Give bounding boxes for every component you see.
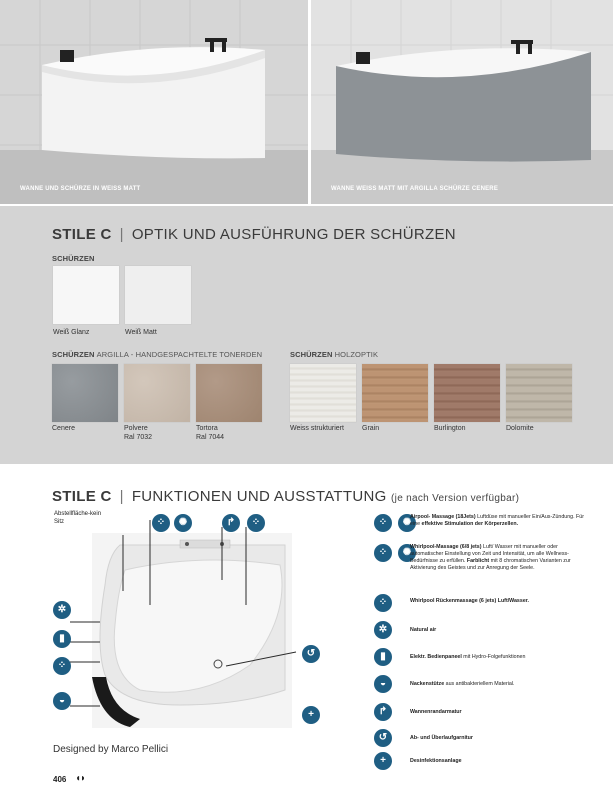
swatch-label-tortora: Tortora [196, 425, 218, 432]
page-number: 406 [53, 775, 67, 784]
photo-white-tub [0, 0, 308, 204]
swatch-label-burlington: Burlington [434, 425, 466, 432]
section1-title: STILE C | OPTIK UND AUSFÜHRUNG DER SCHÜRZEN [52, 226, 456, 243]
photo-cenere-tub [311, 0, 613, 204]
faucet-icon: ↱ [222, 514, 240, 532]
air-jets-icon: ⁘ [53, 657, 71, 675]
swatch-burlington [434, 364, 500, 422]
swatch-label-dolomite: Dolomite [506, 425, 534, 432]
swatch-label-weiss-strukturiert: Weiss strukturiert [290, 425, 344, 432]
diagram-label-abstellflaeche: Abstellfläche-kein Sitz [54, 511, 102, 525]
cenere-tub-illustration [311, 0, 613, 204]
swatch-label-cenere: Cenere [52, 425, 75, 432]
swatch-label-grain: Grain [362, 425, 380, 432]
holzoptik-label: SCHÜRZEN HOLZOPTIK [290, 350, 379, 359]
natural-air-icon: ✲ [374, 621, 392, 639]
feature-overflow-text: Ab- und Überlaufgarnitur [410, 735, 473, 741]
tub-diagram [0, 505, 340, 740]
swatch-weiss-matt [125, 266, 191, 324]
designer-credit: Designed by Marco Pellici [53, 744, 169, 755]
airpool-icon: ⁘ [152, 514, 170, 532]
whirlpool-icon: ✺ [174, 514, 192, 532]
feature-disinfection-text: Desinfektionsanlage [410, 758, 462, 764]
schuerzen-label: SCHÜRZEN [52, 254, 95, 263]
faucet-icon: ↱ [374, 703, 392, 721]
brand-logo-mark: ◖◗ [75, 773, 86, 784]
whirlpool-icon: ✺ [398, 514, 416, 532]
headrest-icon: ◒ [53, 692, 71, 710]
back-massage-icon: ⁘ [247, 514, 265, 532]
argilla-label: SCHÜRZEN ARGILLA - HANDGESPACHTELTE TONERDEN [52, 350, 263, 359]
feature-airpool-text: Airpool- Massage (18Jets) Luftdüse mit manueller Ein/Aus-Zündung. Für eine effektive Stimulation der Körperzellen. [410, 514, 585, 527]
swatch-dolomite [506, 364, 572, 422]
feature-control-panel-text: Elektr. Bedienpaneel mit Hydro-Folgefunktionen [410, 654, 526, 660]
disinfection-icon: + [374, 752, 392, 770]
feature-faucet-text: Wannenrandarmatur [410, 709, 462, 715]
swatch-tortora [196, 364, 262, 422]
section2-title: STILE C | FUNKTIONEN UND AUSSTATTUNG (je nach Version verfügbar) [52, 488, 520, 505]
right-photo-caption: WANNE WEISS MATT MIT ARGILLA SCHÜRZE CENERE [331, 186, 499, 192]
whirlpool-icon: ✺ [398, 544, 416, 562]
swatch-polvere [124, 364, 190, 422]
swatch-cenere [52, 364, 118, 422]
control-panel-icon: ▮ [53, 630, 71, 648]
feature-headrest-text: Nackenstütze aus antibakteriellem Material. [410, 681, 515, 687]
feature-whirlpool-text: Whirlpool-Massage (6/8 jets) Luft/ Wasser mit manueller oder automatischer Einstellung von Zeit und Intensität, um alle Wellness-Bedürfnisse zu erfüllen. Farblicht mit 8 chromatischen Varianten zur Aktivierung des Geistes und zur Anregung der Seele. [410, 544, 571, 571]
swatch-label-weiss-glanz: Weiß Glanz [53, 329, 90, 336]
swatch-label-polvere: Polvere [124, 425, 148, 432]
white-tub-illustration [0, 0, 308, 204]
control-panel-icon: ▮ [374, 648, 392, 666]
swatch-grain [362, 364, 428, 422]
overflow-icon: ↺ [374, 729, 392, 747]
disinfection-icon: + [302, 706, 320, 724]
headrest-icon: ◒ [374, 675, 392, 693]
swatch-weiss-strukturiert [290, 364, 356, 422]
swatch-ral-polvere: Ral 7032 [124, 434, 153, 441]
swatch-ral-tortora: Ral 7044 [196, 434, 225, 441]
feature-natural-air-text: Natural air [410, 627, 437, 633]
overflow-icon: ↺ [302, 645, 320, 663]
swatch-label-weiss-matt: Weiß Matt [125, 329, 157, 336]
airpool-icon: ⁘ [374, 514, 392, 532]
schuerzen-panel [0, 206, 613, 464]
airpool-icon: ⁘ [374, 544, 392, 562]
left-photo-caption: WANNE UND SCHÜRZE IN WEISS MATT [20, 186, 141, 192]
natural-air-icon: ✲ [53, 601, 71, 619]
back-massage-icon: ⁘ [374, 594, 392, 612]
swatch-weiss-glanz [53, 266, 119, 324]
feature-back-massage-text: Whirlpool Rückenmassage (6 jets) Luft/Wasser. [410, 598, 530, 604]
